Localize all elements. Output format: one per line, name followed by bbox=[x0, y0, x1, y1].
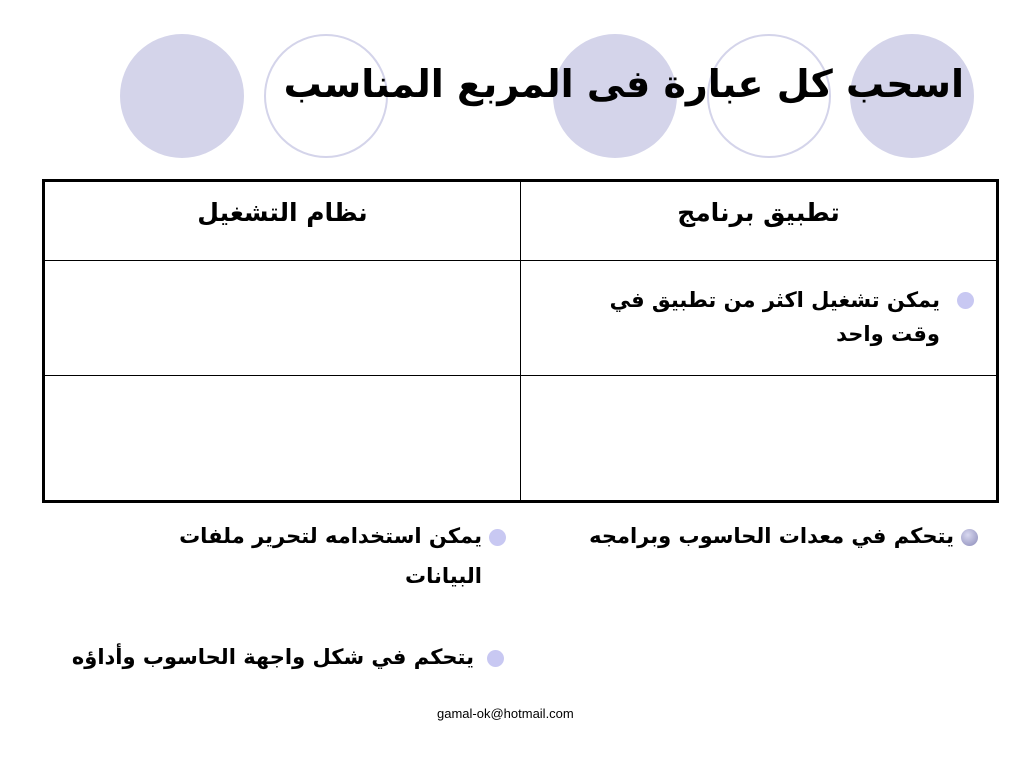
statement-text: يمكن استخدامه لتحرير ملفات البيانات bbox=[179, 524, 482, 588]
header-operating-system: نظام التشغيل bbox=[44, 181, 521, 261]
drop-cell-os-2[interactable] bbox=[44, 376, 521, 502]
statement-text: يمكن تشغيل اكثر من تطبيق في وقت واحد bbox=[609, 288, 940, 346]
table-header-row bbox=[44, 181, 998, 261]
drop-cell-os-1[interactable] bbox=[44, 261, 521, 376]
table-row bbox=[44, 261, 998, 376]
bullet-icon bbox=[961, 529, 978, 546]
table-row bbox=[44, 376, 998, 502]
draggable-statement[interactable] bbox=[54, 637, 504, 677]
statement-text: يتحكم في شكل واجهة الحاسوب وأداؤه bbox=[71, 645, 474, 669]
bullet-icon bbox=[487, 650, 504, 667]
footer-email: gamal-ok@hotmail.com bbox=[437, 706, 574, 721]
draggable-statement[interactable] bbox=[514, 516, 978, 556]
drop-cell-application-1[interactable] bbox=[521, 261, 998, 376]
draggable-statement[interactable] bbox=[569, 283, 974, 351]
decorative-circle bbox=[120, 34, 244, 158]
header-application: تطبيق برنامج bbox=[521, 181, 998, 261]
slide-title: اسحب كل عبارة فى المربع المناسب bbox=[283, 62, 964, 106]
bullet-icon bbox=[957, 292, 974, 309]
drop-cell-application-2[interactable] bbox=[521, 376, 998, 502]
bullet-icon bbox=[489, 529, 506, 546]
sorting-table bbox=[42, 179, 999, 503]
statement-text: يتحكم في معدات الحاسوب وبرامجه bbox=[589, 524, 954, 548]
draggable-statement[interactable] bbox=[157, 516, 506, 596]
